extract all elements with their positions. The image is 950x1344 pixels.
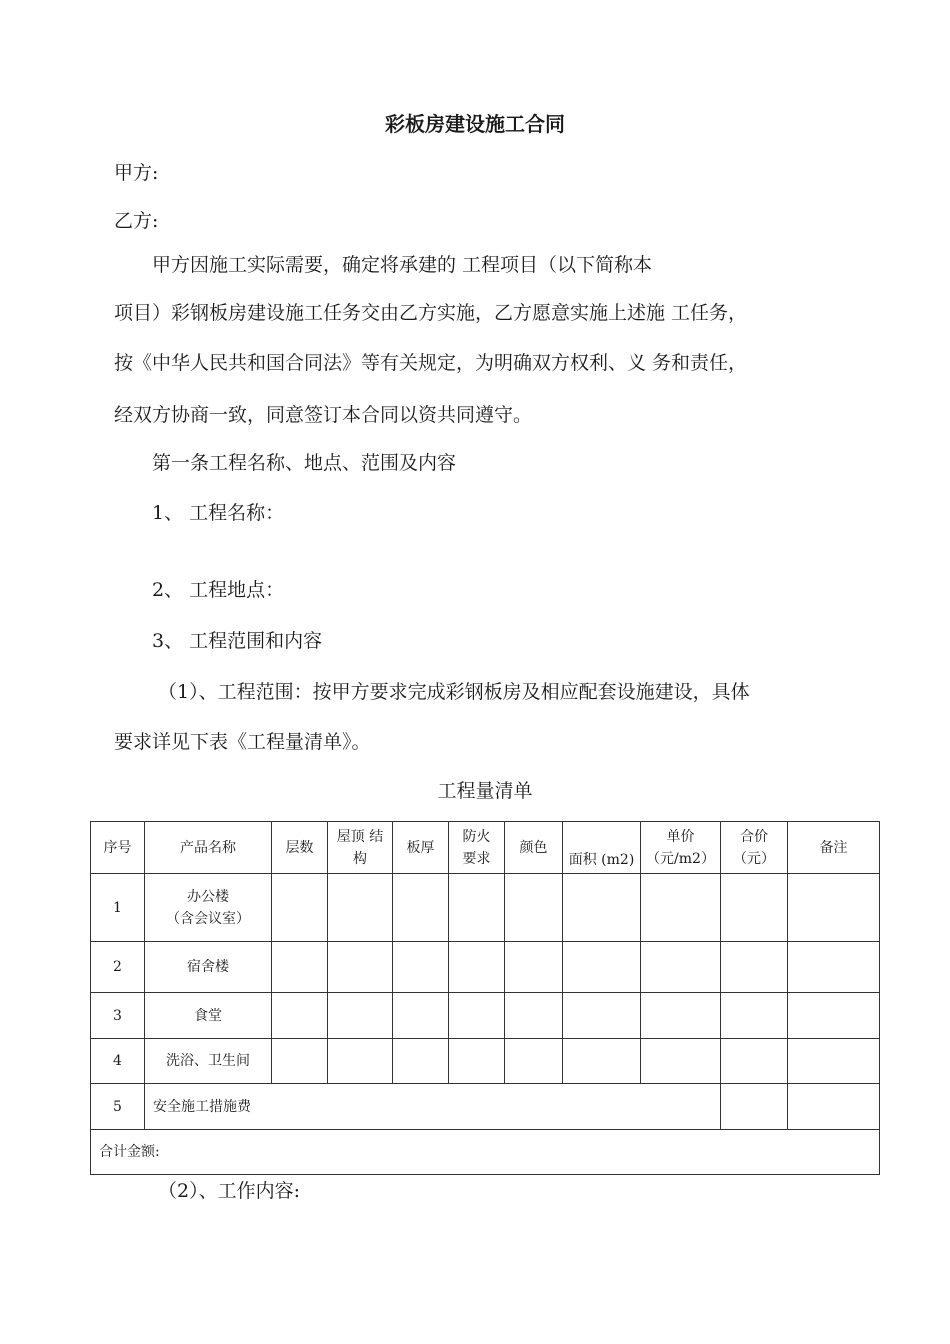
row-3-seq: 3 <box>91 993 145 1039</box>
table-row <box>91 942 880 993</box>
header-fire-line-2: 要求 <box>462 851 491 867</box>
row-1-name <box>145 874 272 942</box>
table-cell[interactable] <box>788 1039 880 1084</box>
header-roof-structure <box>328 822 393 874</box>
header-floors: 层数 <box>272 822 328 874</box>
table-cell[interactable] <box>563 942 641 993</box>
table-row <box>91 1039 880 1084</box>
table-cell[interactable] <box>272 993 328 1039</box>
table-cell[interactable] <box>505 874 563 942</box>
table-cell[interactable] <box>641 993 721 1039</box>
work-content-heading: （2）、工作内容: <box>158 1180 300 1202</box>
row-5-name: 安全施工措施费 <box>145 1084 721 1130</box>
header-fire-line-1: 防火 <box>462 829 491 845</box>
header-fire-requirement <box>449 822 505 874</box>
table-cell[interactable] <box>641 942 721 993</box>
scope-line-2: 要求详见下表《工程量清单》。 <box>114 731 371 753</box>
table-cell[interactable] <box>641 1039 721 1084</box>
table-cell[interactable] <box>449 1039 505 1084</box>
row-5-seq: 5 <box>91 1084 145 1130</box>
row-4-name: 洗浴、卫生间 <box>145 1039 272 1084</box>
table-cell[interactable] <box>721 993 788 1039</box>
article-1-heading: 第一条工程名称、地点、范围及内容 <box>152 452 457 474</box>
header-product-name: 产品名称 <box>145 822 272 874</box>
item-project-location: 2、 工程地点： <box>152 579 285 601</box>
table-cell[interactable] <box>721 942 788 993</box>
header-board-thickness: 板厚 <box>393 822 449 874</box>
header-area: 面积 (m2) <box>563 822 641 874</box>
row-3-name: 食堂 <box>145 993 272 1039</box>
row-1-seq: 1 <box>91 874 145 942</box>
header-unit-line-1: 单价 <box>666 829 695 845</box>
header-unit-price <box>641 822 721 874</box>
intro-line-4: 经双方协商一致，同意签订本合同以资共同遵守。 <box>114 404 533 426</box>
table-total-row <box>91 1130 880 1175</box>
table-cell[interactable] <box>788 993 880 1039</box>
header-roof-line-1: 屋顶 结 <box>336 829 384 845</box>
scope-line-1: （1）、工程范围：按甲方要求完成彩钢板房及相应配套设施建设，具体 <box>158 681 750 703</box>
row-2-seq: 2 <box>91 942 145 993</box>
document-title: 彩板房建设施工合同 <box>385 112 565 136</box>
table-cell[interactable] <box>788 942 880 993</box>
table-cell[interactable] <box>393 1039 449 1084</box>
table-cell[interactable] <box>328 993 393 1039</box>
intro-line-2: 项目）彩钢板房建设施工任务交由乙方实施，乙方愿意实施上述施 工任务， <box>114 302 748 324</box>
table-row <box>91 874 880 942</box>
header-color: 颜色 <box>505 822 563 874</box>
table-cell[interactable] <box>721 1039 788 1084</box>
table-title: 工程量清单 <box>437 780 533 802</box>
table-cell[interactable] <box>393 942 449 993</box>
table-cell[interactable] <box>721 874 788 942</box>
table-cell[interactable] <box>449 874 505 942</box>
table-row <box>91 1084 880 1130</box>
table-header-row <box>91 822 880 874</box>
table-cell[interactable] <box>788 1084 880 1130</box>
total-amount-label: 合计金额: <box>91 1130 880 1175</box>
table-row <box>91 993 880 1039</box>
row-2-name: 宿舍楼 <box>145 942 272 993</box>
row-4-seq: 4 <box>91 1039 145 1084</box>
table-cell[interactable] <box>272 942 328 993</box>
table-cell[interactable] <box>563 874 641 942</box>
table-cell[interactable] <box>328 942 393 993</box>
header-roof-line-2: 构 <box>353 851 367 867</box>
table-cell[interactable] <box>505 993 563 1039</box>
table-cell[interactable] <box>505 942 563 993</box>
row-1-name-line-2: （含会议室） <box>166 910 250 927</box>
header-total-price <box>721 822 788 874</box>
table-cell[interactable] <box>272 874 328 942</box>
table-cell[interactable] <box>272 1039 328 1084</box>
party-a-label: 甲方: <box>114 162 159 184</box>
intro-line-3: 按《中华人民共和国合同法》等有关规定，为明确双方权利、义 务和责任， <box>114 352 748 374</box>
table-cell[interactable] <box>393 993 449 1039</box>
quantity-table <box>90 821 880 1175</box>
table-cell[interactable] <box>393 874 449 942</box>
table-cell[interactable] <box>328 1039 393 1084</box>
table-cell[interactable] <box>788 874 880 942</box>
table-cell[interactable] <box>641 874 721 942</box>
table-cell[interactable] <box>449 942 505 993</box>
header-total-line-1: 合价 <box>740 829 768 845</box>
header-seq: 序号 <box>91 822 145 874</box>
table-cell[interactable] <box>721 1084 788 1130</box>
table-cell[interactable] <box>563 1039 641 1084</box>
party-b-label: 乙方: <box>114 210 159 232</box>
item-project-name: 1、 工程名称： <box>152 502 285 524</box>
table-cell[interactable] <box>505 1039 563 1084</box>
header-total-line-2: （元） <box>733 851 775 867</box>
table-cell[interactable] <box>449 993 505 1039</box>
item-project-scope: 3、 工程范围和内容 <box>152 630 323 652</box>
header-unit-line-2: （元/m2） <box>646 851 715 867</box>
row-1-name-line-1: 办公楼 <box>187 888 229 905</box>
intro-line-1: 甲方因施工实际需要，确定将承建的 工程项目（以下简称本 <box>152 254 653 276</box>
header-note: 备注 <box>788 822 880 874</box>
table-cell[interactable] <box>328 874 393 942</box>
table-cell[interactable] <box>563 993 641 1039</box>
